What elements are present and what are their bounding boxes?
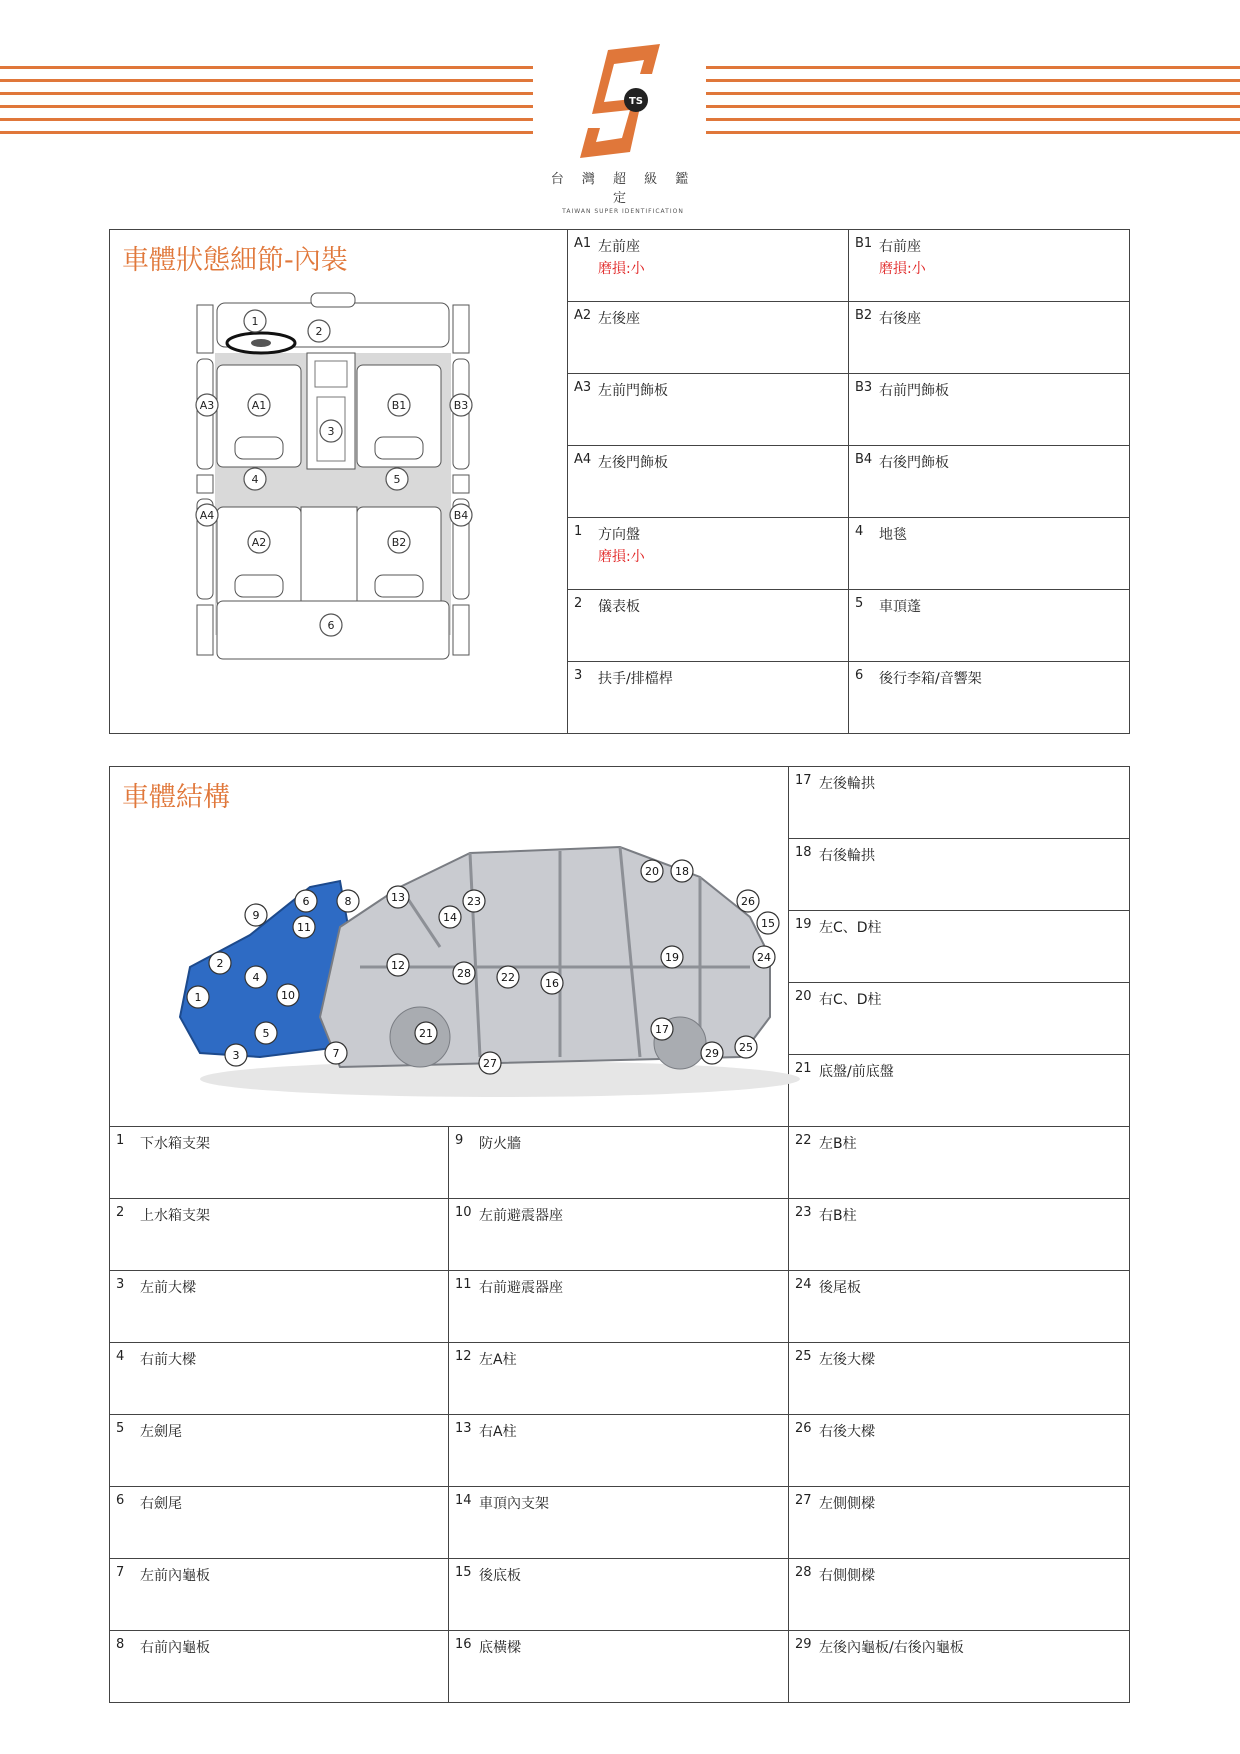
svg-text:4: 4 bbox=[251, 473, 259, 486]
svg-text:13: 13 bbox=[391, 891, 405, 904]
item-cell bbox=[568, 230, 849, 302]
part-callout bbox=[387, 886, 409, 908]
item-label: 左B柱 bbox=[819, 1136, 857, 1152]
item-code: 3 bbox=[116, 1277, 125, 1292]
svg-text:29: 29 bbox=[705, 1047, 719, 1060]
item-label: 右側側樑 bbox=[819, 1568, 875, 1584]
svg-text:B3: B3 bbox=[453, 399, 469, 412]
svg-text:12: 12 bbox=[391, 959, 405, 972]
item-cell bbox=[789, 1271, 1130, 1343]
part-callout bbox=[651, 1018, 673, 1040]
svg-text:27: 27 bbox=[483, 1057, 497, 1070]
item-label: 左後內龜板/右後內龜板 bbox=[819, 1640, 964, 1656]
item-label: 左側側樑 bbox=[819, 1496, 875, 1512]
svg-text:B2: B2 bbox=[391, 536, 407, 549]
item-label: 左前門飾板 bbox=[598, 383, 668, 399]
item-code: 15 bbox=[455, 1565, 472, 1580]
item-code: A2 bbox=[574, 308, 592, 323]
svg-text:28: 28 bbox=[457, 967, 471, 980]
svg-text:10: 10 bbox=[281, 989, 295, 1002]
part-callout bbox=[255, 1022, 277, 1044]
item-code: 4 bbox=[855, 524, 864, 539]
diagram-badge bbox=[450, 504, 472, 526]
logo-english-name: TAIWAN SUPER IDENTIFICATION bbox=[562, 208, 684, 215]
item-code: 5 bbox=[855, 596, 864, 611]
item-cell bbox=[849, 446, 1130, 518]
part-callout bbox=[245, 966, 267, 988]
item-code: 18 bbox=[795, 845, 812, 860]
item-label: 左C、D柱 bbox=[819, 920, 882, 936]
item-cell bbox=[449, 1559, 789, 1631]
item-cell bbox=[449, 1271, 789, 1343]
item-cell bbox=[849, 662, 1130, 734]
item-code: 6 bbox=[116, 1493, 125, 1508]
item-cell bbox=[110, 1271, 449, 1343]
diagram-badge bbox=[248, 531, 270, 553]
svg-text:4: 4 bbox=[252, 971, 260, 984]
svg-text:9: 9 bbox=[252, 909, 260, 922]
item-label: 右A柱 bbox=[479, 1424, 517, 1440]
item-cell bbox=[568, 302, 849, 374]
wear-note: 磨損:小 bbox=[598, 549, 645, 565]
part-callout bbox=[497, 966, 519, 988]
item-code: 5 bbox=[116, 1421, 125, 1436]
item-label: 左前避震器座 bbox=[479, 1208, 563, 1224]
item-label: 儀表板 bbox=[598, 599, 640, 615]
part-callout bbox=[439, 906, 461, 928]
diagram-badge bbox=[308, 320, 330, 342]
structure-section-title: 車體結構 bbox=[122, 782, 230, 813]
item-cell bbox=[849, 590, 1130, 662]
part-callout bbox=[541, 972, 563, 994]
logo-mark-icon bbox=[578, 40, 668, 162]
item-code: 4 bbox=[116, 1349, 125, 1364]
svg-text:2: 2 bbox=[315, 325, 323, 338]
item-code: 13 bbox=[455, 1421, 472, 1436]
item-code: 27 bbox=[795, 1493, 812, 1508]
part-callout bbox=[277, 984, 299, 1006]
item-code: B3 bbox=[855, 380, 873, 395]
item-code: 1 bbox=[574, 524, 583, 539]
item-label: 左後輪拱 bbox=[819, 776, 875, 792]
part-callout bbox=[701, 1042, 723, 1064]
item-cell bbox=[789, 839, 1130, 911]
svg-text:3: 3 bbox=[327, 425, 335, 438]
diagram-badge bbox=[386, 468, 408, 490]
part-callout bbox=[387, 954, 409, 976]
item-label: 上水箱支架 bbox=[140, 1208, 210, 1224]
item-code: 9 bbox=[455, 1133, 464, 1148]
svg-text:24: 24 bbox=[757, 951, 771, 964]
item-label: 左前大樑 bbox=[140, 1280, 196, 1296]
part-callout bbox=[735, 1036, 757, 1058]
svg-text:1: 1 bbox=[251, 315, 259, 328]
part-callout bbox=[245, 904, 267, 926]
item-code: B4 bbox=[855, 452, 873, 467]
item-label: 左前內龜板 bbox=[140, 1568, 210, 1584]
item-cell bbox=[849, 518, 1130, 590]
item-label: 右前門飾板 bbox=[879, 383, 949, 399]
diagram-badge bbox=[320, 614, 342, 636]
item-cell bbox=[449, 1199, 789, 1271]
item-cell bbox=[568, 446, 849, 518]
svg-text:15: 15 bbox=[761, 917, 775, 930]
item-cell bbox=[789, 1559, 1130, 1631]
item-label: 右後門飾板 bbox=[879, 455, 949, 471]
svg-text:2: 2 bbox=[216, 957, 224, 970]
item-code: 1 bbox=[116, 1133, 125, 1148]
svg-text:A3: A3 bbox=[199, 399, 215, 412]
part-callout bbox=[737, 890, 759, 912]
part-callout bbox=[293, 916, 315, 938]
part-callout bbox=[295, 890, 317, 912]
item-cell bbox=[110, 1487, 449, 1559]
item-cell bbox=[110, 1415, 449, 1487]
item-code: A1 bbox=[574, 236, 592, 251]
item-code: B2 bbox=[855, 308, 873, 323]
svg-text:7: 7 bbox=[332, 1047, 340, 1060]
header-stripes-left bbox=[0, 66, 533, 144]
structure-table bbox=[109, 766, 1130, 1703]
item-code: A3 bbox=[574, 380, 592, 395]
item-label: 防火牆 bbox=[479, 1136, 521, 1152]
item-cell bbox=[789, 1055, 1130, 1127]
item-code: 11 bbox=[455, 1277, 472, 1292]
part-callout bbox=[753, 946, 775, 968]
interior-table bbox=[109, 229, 1130, 734]
item-code: 20 bbox=[795, 989, 812, 1004]
svg-text:3: 3 bbox=[232, 1049, 240, 1062]
svg-text:16: 16 bbox=[545, 977, 559, 990]
item-label: 後底板 bbox=[479, 1568, 521, 1584]
item-cell bbox=[568, 374, 849, 446]
item-label: 右前內龜板 bbox=[140, 1640, 210, 1656]
item-code: 2 bbox=[116, 1205, 125, 1220]
item-cell bbox=[449, 1487, 789, 1559]
svg-text:B4: B4 bbox=[453, 509, 469, 522]
item-code: A4 bbox=[574, 452, 592, 467]
item-cell bbox=[789, 1415, 1130, 1487]
item-cell bbox=[789, 911, 1130, 983]
item-label: 後行李箱/音響架 bbox=[879, 671, 982, 687]
part-callout bbox=[453, 962, 475, 984]
diagram-badge bbox=[388, 394, 410, 416]
item-cell bbox=[568, 662, 849, 734]
item-label: 左後門飾板 bbox=[598, 455, 668, 471]
part-callout bbox=[661, 946, 683, 968]
diagram-badge bbox=[196, 394, 218, 416]
item-label: 右後座 bbox=[879, 311, 921, 327]
diagram-badge bbox=[320, 420, 342, 442]
item-code: 14 bbox=[455, 1493, 472, 1508]
item-label: 右前大樑 bbox=[140, 1352, 196, 1368]
interior-diagram-cell bbox=[110, 230, 568, 734]
item-label: 方向盤 bbox=[598, 527, 640, 543]
item-code: 2 bbox=[574, 596, 583, 611]
svg-text:A4: A4 bbox=[199, 509, 215, 522]
svg-text:1: 1 bbox=[194, 991, 202, 1004]
svg-text:6: 6 bbox=[302, 895, 310, 908]
svg-text:B1: B1 bbox=[391, 399, 407, 412]
part-callout bbox=[225, 1044, 247, 1066]
structure-diagram-cell bbox=[110, 767, 789, 1127]
item-cell bbox=[849, 374, 1130, 446]
car-structure-diagram bbox=[140, 817, 800, 1117]
item-code: 29 bbox=[795, 1637, 812, 1652]
item-label: 右C、D柱 bbox=[819, 992, 882, 1008]
svg-text:5: 5 bbox=[393, 473, 401, 486]
item-code: 23 bbox=[795, 1205, 812, 1220]
item-label: 右前避震器座 bbox=[479, 1280, 563, 1296]
svg-text:5: 5 bbox=[262, 1027, 270, 1040]
item-label: 左後座 bbox=[598, 311, 640, 327]
interior-layout-diagram bbox=[195, 285, 495, 665]
item-code: 24 bbox=[795, 1277, 812, 1292]
item-label: 右前座 bbox=[879, 239, 921, 255]
item-label: 右劍尾 bbox=[140, 1496, 182, 1512]
svg-text:23: 23 bbox=[467, 895, 481, 908]
logo-chinese-name: 台 灣 超 級 鑑 定 bbox=[550, 172, 696, 206]
item-code: 16 bbox=[455, 1637, 472, 1652]
interior-section-title: 車體狀態細節-內裝 bbox=[122, 245, 348, 276]
item-cell bbox=[849, 230, 1130, 302]
item-label: 右B柱 bbox=[819, 1208, 857, 1224]
part-callout bbox=[325, 1042, 347, 1064]
item-cell bbox=[849, 302, 1130, 374]
part-callout bbox=[641, 860, 663, 882]
item-code: 25 bbox=[795, 1349, 812, 1364]
item-label: 底盤/前底盤 bbox=[819, 1064, 894, 1080]
item-code: 17 bbox=[795, 773, 812, 788]
part-callout bbox=[463, 890, 485, 912]
diagram-badge bbox=[450, 394, 472, 416]
diagram-badge bbox=[388, 531, 410, 553]
item-cell bbox=[789, 1127, 1130, 1199]
diagram-badge bbox=[196, 504, 218, 526]
item-code: 12 bbox=[455, 1349, 472, 1364]
part-callout bbox=[671, 860, 693, 882]
item-label: 車頂內支架 bbox=[479, 1496, 549, 1512]
part-callout bbox=[337, 890, 359, 912]
item-label: 下水箱支架 bbox=[140, 1136, 210, 1152]
item-cell bbox=[449, 1127, 789, 1199]
item-label: 扶手/排檔桿 bbox=[598, 671, 673, 687]
svg-text:26: 26 bbox=[741, 895, 755, 908]
item-label: 底橫樑 bbox=[479, 1640, 521, 1656]
item-code: B1 bbox=[855, 236, 873, 251]
item-cell bbox=[449, 1415, 789, 1487]
item-cell bbox=[449, 1343, 789, 1415]
item-cell bbox=[789, 983, 1130, 1055]
diagram-badge bbox=[248, 394, 270, 416]
item-cell bbox=[789, 767, 1130, 839]
part-callout bbox=[415, 1022, 437, 1044]
item-label: 右後大樑 bbox=[819, 1424, 875, 1440]
svg-text:18: 18 bbox=[675, 865, 689, 878]
part-callout bbox=[479, 1052, 501, 1074]
item-label: 車頂蓬 bbox=[879, 599, 921, 615]
item-code: 10 bbox=[455, 1205, 472, 1220]
item-label: 後尾板 bbox=[819, 1280, 861, 1296]
item-label: 左劍尾 bbox=[140, 1424, 182, 1440]
item-code: 8 bbox=[116, 1637, 125, 1652]
wear-note: 磨損:小 bbox=[879, 261, 926, 277]
item-code: 26 bbox=[795, 1421, 812, 1436]
svg-text:20: 20 bbox=[645, 865, 659, 878]
item-cell bbox=[110, 1127, 449, 1199]
item-code: 28 bbox=[795, 1565, 812, 1580]
svg-text:A2: A2 bbox=[251, 536, 267, 549]
diagram-badge bbox=[244, 310, 266, 332]
svg-text:25: 25 bbox=[739, 1041, 753, 1054]
item-label: 左後大樑 bbox=[819, 1352, 875, 1368]
part-callout bbox=[209, 952, 231, 974]
part-callout bbox=[757, 912, 779, 934]
item-cell bbox=[789, 1631, 1130, 1703]
part-callout bbox=[187, 986, 209, 1008]
wear-note: 磨損:小 bbox=[598, 261, 645, 277]
item-code: 6 bbox=[855, 668, 864, 683]
item-cell bbox=[568, 518, 849, 590]
item-cell bbox=[449, 1631, 789, 1703]
item-cell bbox=[789, 1487, 1130, 1559]
item-code: 7 bbox=[116, 1565, 125, 1580]
svg-text:8: 8 bbox=[344, 895, 352, 908]
svg-text:21: 21 bbox=[419, 1027, 433, 1040]
diagram-badge bbox=[244, 468, 266, 490]
item-cell bbox=[110, 1343, 449, 1415]
svg-text:A1: A1 bbox=[251, 399, 267, 412]
item-cell bbox=[110, 1199, 449, 1271]
item-code: 21 bbox=[795, 1061, 812, 1076]
item-cell bbox=[568, 590, 849, 662]
svg-text:6: 6 bbox=[327, 619, 335, 632]
svg-text:22: 22 bbox=[501, 971, 515, 984]
item-code: 22 bbox=[795, 1133, 812, 1148]
header-stripes-right bbox=[706, 66, 1240, 144]
item-cell bbox=[789, 1199, 1130, 1271]
item-cell bbox=[110, 1631, 449, 1703]
item-label: 左前座 bbox=[598, 239, 640, 255]
item-cell bbox=[110, 1559, 449, 1631]
svg-text:17: 17 bbox=[655, 1023, 669, 1036]
svg-text:TS: TS bbox=[628, 96, 644, 107]
svg-text:19: 19 bbox=[665, 951, 679, 964]
item-label: 地毯 bbox=[879, 527, 907, 543]
item-cell bbox=[789, 1343, 1130, 1415]
svg-text:11: 11 bbox=[297, 921, 311, 934]
item-code: 3 bbox=[574, 668, 583, 683]
company-logo bbox=[548, 40, 698, 215]
svg-text:14: 14 bbox=[443, 911, 457, 924]
item-label: 右後輪拱 bbox=[819, 848, 875, 864]
item-code: 19 bbox=[795, 917, 812, 932]
item-label: 左A柱 bbox=[479, 1352, 517, 1368]
